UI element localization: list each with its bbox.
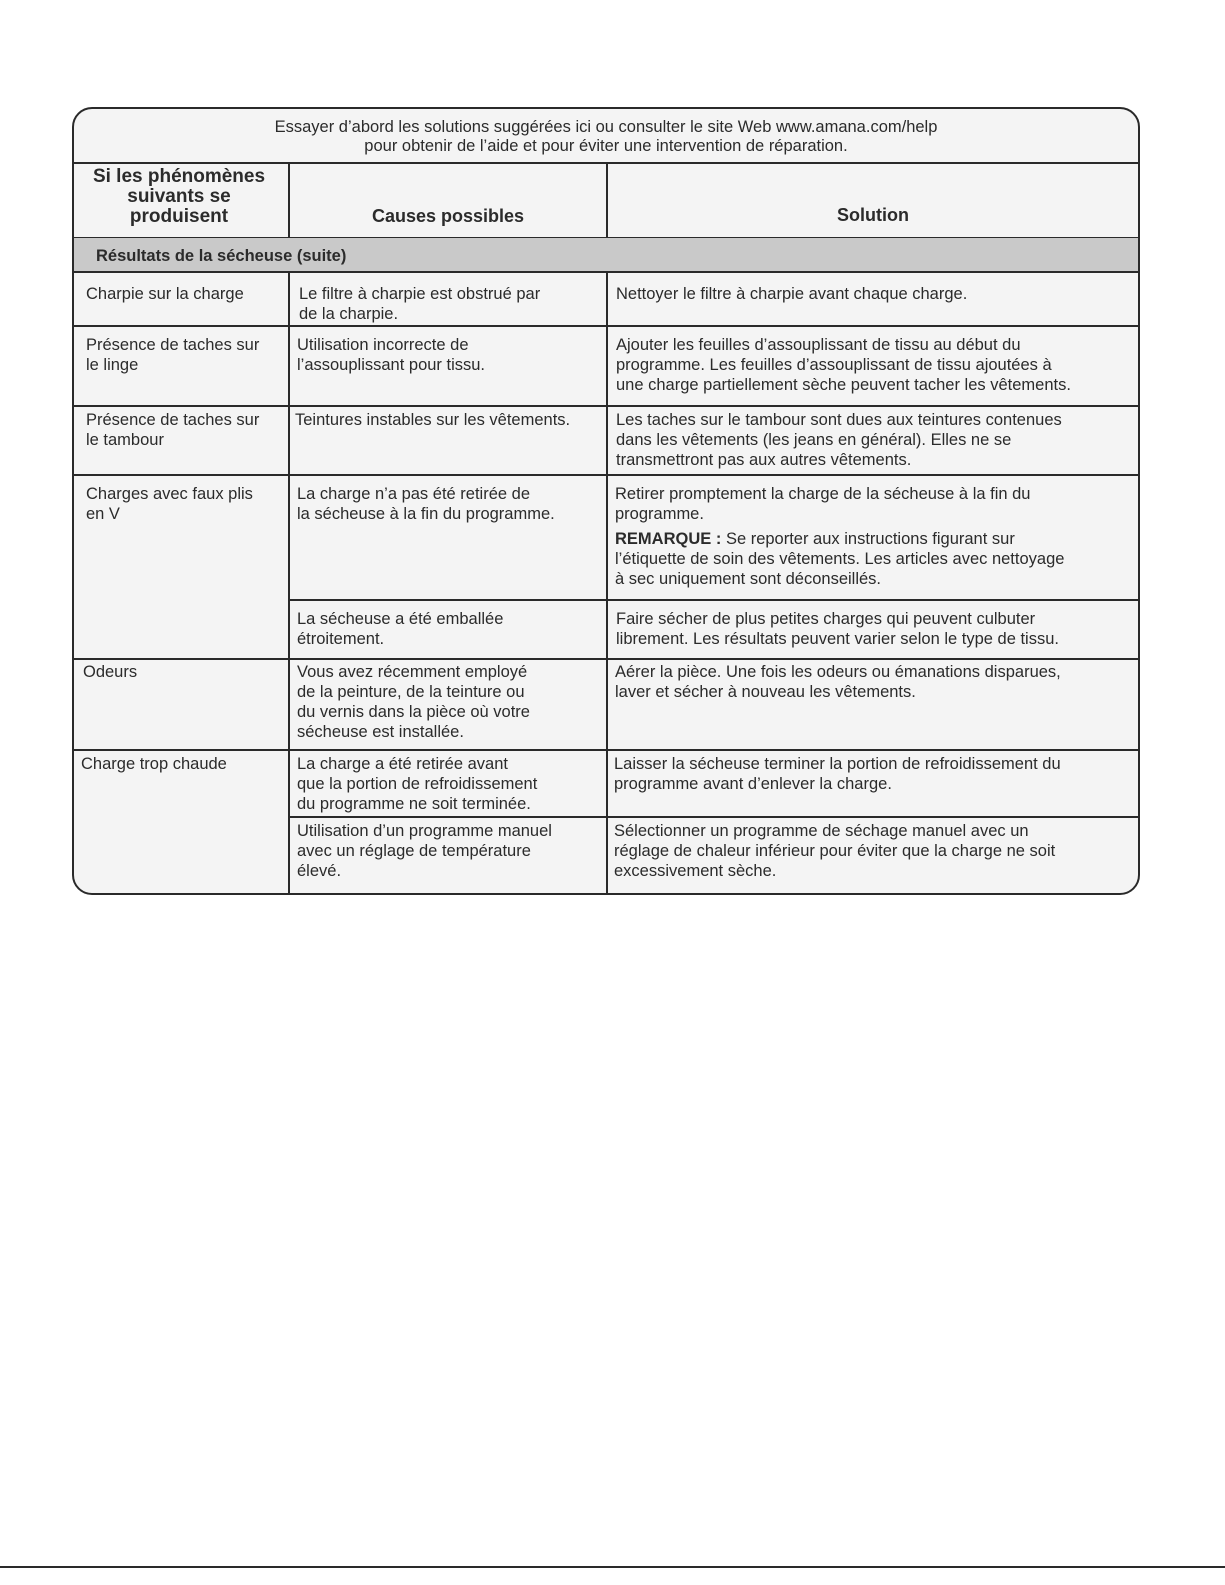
solution-text: excessivement sèche. [614,862,777,880]
header-problem-line-3: produisent [129,206,229,227]
cause-text: de la peinture, de la teinture ou [297,683,525,701]
header-problem-line-1: Si les phénomènes [92,166,266,187]
cause-text: La charge n’a pas été retirée de [297,485,530,503]
solution-text: Faire sécher de plus petites charges qui peuvent culbuter [616,610,1036,628]
header-solution: Solution [837,205,909,225]
solution-text: réglage de chaleur inférieur pour éviter que la charge ne soit [614,842,1056,860]
note-label: REMARQUE : [615,530,722,548]
problem-text: Charges avec faux plis [86,485,253,503]
solution-text: Nettoyer le filtre à charpie avant chaque charge. [616,285,968,303]
solution-text: programme. [615,505,704,523]
cause-text: élevé. [297,862,342,880]
solution-text: Retirer promptement la charge de la sécheuse à la fin du [615,485,1031,503]
solution-text: dans les vêtements (les jeans en général). Elles ne se [616,431,1012,449]
cause-text: Utilisation incorrecte de [297,336,469,354]
solution-text: Les taches sur le tambour sont dues aux teintures contenues [616,411,1062,429]
cause-text: du programme ne soit terminée. [297,795,531,813]
problem-text: le linge [86,356,139,374]
column-divider [288,272,290,895]
solution-text: une charge partiellement sèche peuvent tacher les vêtements. [616,376,1071,394]
row-divider [288,599,1138,601]
solution-text: librement. Les résultats peuvent varier selon le type de tissu. [616,630,1059,648]
solution-text: Ajouter les feuilles d’assouplissant de tissu au début du [616,336,1021,354]
cause-text: l’assouplissant pour tissu. [297,356,486,374]
solution-text: Sélectionner un programme de séchage manuel avec un [614,822,1029,840]
intro-line-1: Essayer d’abord les solutions suggérées ici ou consulter le site Web www.amana.com/help [274,118,938,136]
note-text: Se reporter aux instructions figurant sur [725,530,1015,548]
cause-text: la sécheuse à la fin du programme. [297,505,555,523]
intro-line-2: pour obtenir de l’aide et pour éviter une intervention de réparation. [364,137,848,155]
section-title: Résultats de la sécheuse (suite) [96,247,347,265]
column-divider [288,162,290,238]
note-line-1 [615,529,1015,549]
solution-text: programme. Les feuilles d’assouplissant de tissu ajoutées à [616,356,1052,374]
solution-text: transmettront pas aux autres vêtements. [616,451,912,469]
row-divider [288,816,1138,818]
column-divider [606,272,608,895]
problem-text: Charpie sur la charge [86,285,244,303]
cause-text: de la charpie. [299,305,399,323]
solution-text: Aérer la pièce. Une fois les odeurs ou émanations disparues, [615,663,1061,681]
problem-text: Odeurs [83,663,138,681]
problem-text: Charge trop chaude [81,755,227,773]
cause-text: La sécheuse a été emballée [297,610,504,628]
cause-text: La charge a été retirée avant [297,755,508,773]
cause-text: avec un réglage de température [297,842,531,860]
header-causes: Causes possibles [371,206,525,226]
problem-text: Présence de taches sur [86,336,260,354]
cause-text: Le filtre à charpie est obstrué par [299,285,541,303]
troubleshooting-table [72,107,1140,895]
cause-text: du vernis dans la pièce où votre [297,703,530,721]
problem-text: en V [86,505,120,523]
cause-text: Utilisation d’un programme manuel [297,822,552,840]
solution-text: programme avant d’enlever la charge. [614,775,892,793]
column-divider [606,162,608,238]
problem-text: le tambour [86,431,164,449]
page-bottom-rule [0,1566,1225,1568]
cause-text: Teintures instables sur les vêtements. [295,411,571,429]
note-text: à sec uniquement sont déconseillés. [615,570,881,588]
cause-text: sécheuse est installée. [297,723,464,741]
cause-text: que la portion de refroidissement [297,775,538,793]
cause-text: Vous avez récemment employé [297,663,528,681]
note-text: l’étiquette de soin des vêtements. Les articles avec nettoyage [615,550,1065,568]
header-problem-line-2: suivants se [127,186,231,207]
solution-text: laver et sécher à nouveau les vêtements. [615,683,916,701]
cause-text: étroitement. [297,630,385,648]
problem-text: Présence de taches sur [86,411,260,429]
solution-text: Laisser la sécheuse terminer la portion de refroidissement du [614,755,1061,773]
